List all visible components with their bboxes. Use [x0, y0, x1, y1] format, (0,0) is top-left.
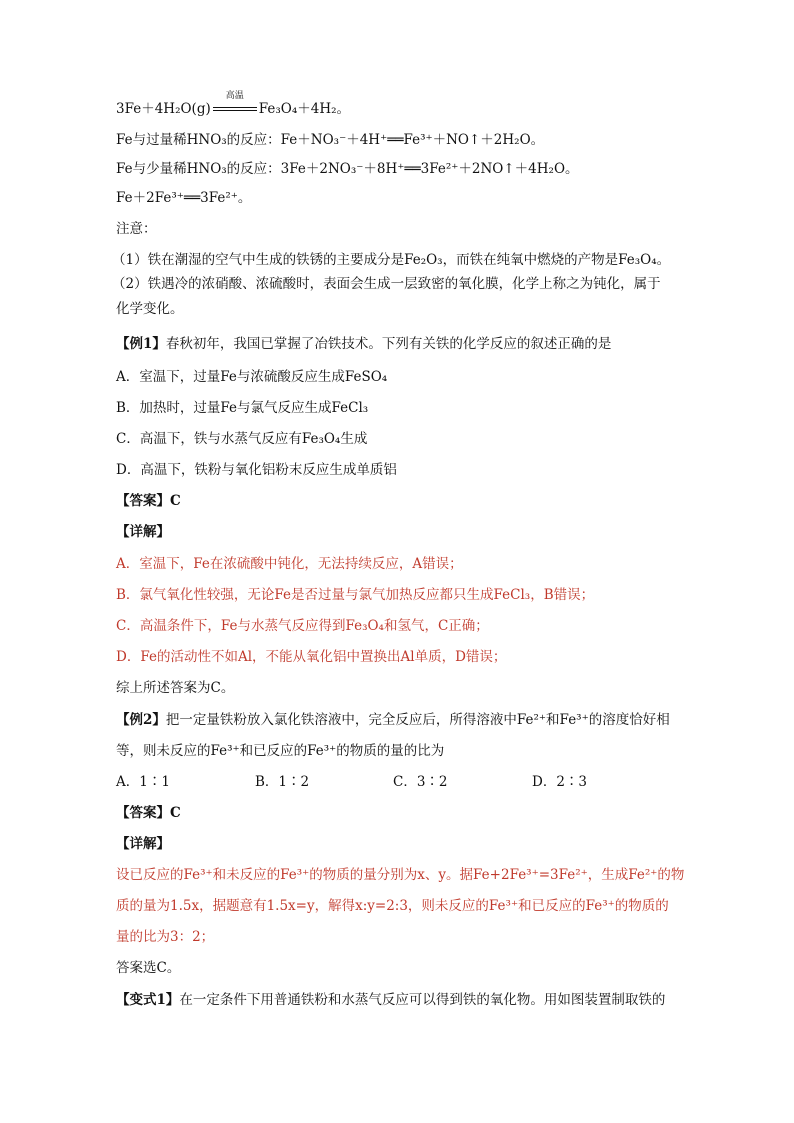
- variant-1-text: 在一定条件下用普通铁粉和水蒸气反应可以得到铁的氧化物。用如图装置制取铁的: [179, 992, 666, 1008]
- example-2-explain-2: 质的量为1.5x，据题意有1.5x=y，解得x:y=2:3，则未反应的Fe³⁺和已反应的Fe³⁺的物质的: [116, 898, 669, 914]
- example-2-answer: 【答案】C: [116, 805, 181, 821]
- equation-fe-fe3: Fe＋2Fe³⁺══3Fe²⁺。: [116, 190, 252, 206]
- variant-1: [116, 991, 665, 1009]
- example-2-detail-label: 【详解】: [116, 836, 170, 852]
- example-1-question: [116, 335, 611, 353]
- example-2-text: 把一定量铁粉放入氯化铁溶液中，完全反应后，所得溶液中Fe²⁺和Fe³⁺的溶度恰好相: [165, 712, 670, 728]
- example-2-question-line2: 等，则未反应的Fe³⁺和已反应的Fe³⁺的物质的量的比为: [116, 743, 445, 759]
- example-1-option-d: D．高温下，铁粉与氧化铝粉末反应生成单质铝: [116, 462, 397, 478]
- reaction-condition: 高温: [225, 91, 244, 101]
- variant-1-label: 【变式1】: [116, 992, 180, 1008]
- example-2-explain-1: 设已反应的Fe³⁺和未反应的Fe³⁺的物质的量分别为x、y。据Fe+2Fe³⁺=3Fe²⁺，生成Fe²⁺的物: [116, 867, 685, 883]
- example-2-explain-3: 量的比为3：2；: [116, 929, 215, 945]
- note-1: （1）铁在潮湿的空气中生成的铁锈的主要成分是Fe₂O₃，而铁在纯氧中燃烧的产物是Fe₃O₄。: [112, 252, 671, 268]
- example-1-summary: 综上所述答案为C。: [116, 680, 235, 696]
- equation-left: 3Fe＋4H₂O(g): [116, 101, 211, 117]
- example-2-label: 【例2】: [116, 712, 166, 728]
- example-2-question-line1: [116, 711, 670, 729]
- example-1-answer: 【答案】C: [116, 493, 181, 509]
- example-1-option-c: C．高温下，铁与水蒸气反应有Fe₃O₄生成: [116, 431, 368, 447]
- equation-excess-hno3: Fe与过量稀HNO₃的反应：Fe＋NO₃⁻＋4H⁺══Fe³⁺＋NO↑＋2H₂O。: [116, 132, 545, 148]
- example-2-option-d: D．2∶3: [532, 774, 588, 790]
- example-2-option-a: A．1∶1: [116, 774, 170, 790]
- example-1-explain-d: D．Fe的活动性不如Al，不能从氧化铝中置换出Al单质，D错误；: [116, 649, 507, 665]
- example-1-option-a: A．室温下，过量Fe与浓硫酸反应生成FeSO₄: [116, 369, 388, 385]
- example-1-option-b: B．加热时，过量Fe与氯气反应生成FeCl₃: [116, 400, 369, 416]
- equation-little-hno3: Fe与少量稀HNO₃的反应：3Fe＋2NO₃⁻＋8H⁺══3Fe²⁺＋2NO↑＋4H₂O。: [116, 161, 579, 177]
- example-1-detail-label: 【详解】: [116, 524, 170, 540]
- example-1-text: 春秋初年，我国已掌握了冶铁技术。下列有关铁的化学反应的叙述正确的是: [165, 336, 612, 352]
- example-1-label: 【例1】: [116, 336, 166, 352]
- example-2-option-c: C．3∶2: [393, 774, 448, 790]
- note-2-line1: （2）铁遇冷的浓硝酸、浓硫酸时，表面会生成一层致密的氧化膜，化学上称之为钝化，属于: [112, 276, 661, 292]
- example-1-explain-c: C．高温条件下，Fe与水蒸气反应得到Fe₃O₄和氢气，C正确；: [116, 618, 489, 634]
- example-1-explain-a: A．室温下，Fe在浓硫酸中钝化，无法持续反应，A错误；: [116, 556, 463, 572]
- example-2-summary: 答案选C。: [116, 960, 181, 976]
- reaction-arrow: [211, 91, 259, 115]
- example-1-explain-b: B．氯气氧化性较强，无论Fe是否过量与氯气加热反应都只生成FeCl₃，B错误；: [116, 587, 595, 603]
- example-2-option-b: B．1∶2: [255, 774, 310, 790]
- note-title: 注意：: [116, 221, 157, 237]
- equation-fe-steam: [116, 91, 351, 118]
- equation-right: Fe₃O₄＋4H₂。: [258, 101, 351, 117]
- note-2-line2: 化学变化。: [116, 301, 184, 317]
